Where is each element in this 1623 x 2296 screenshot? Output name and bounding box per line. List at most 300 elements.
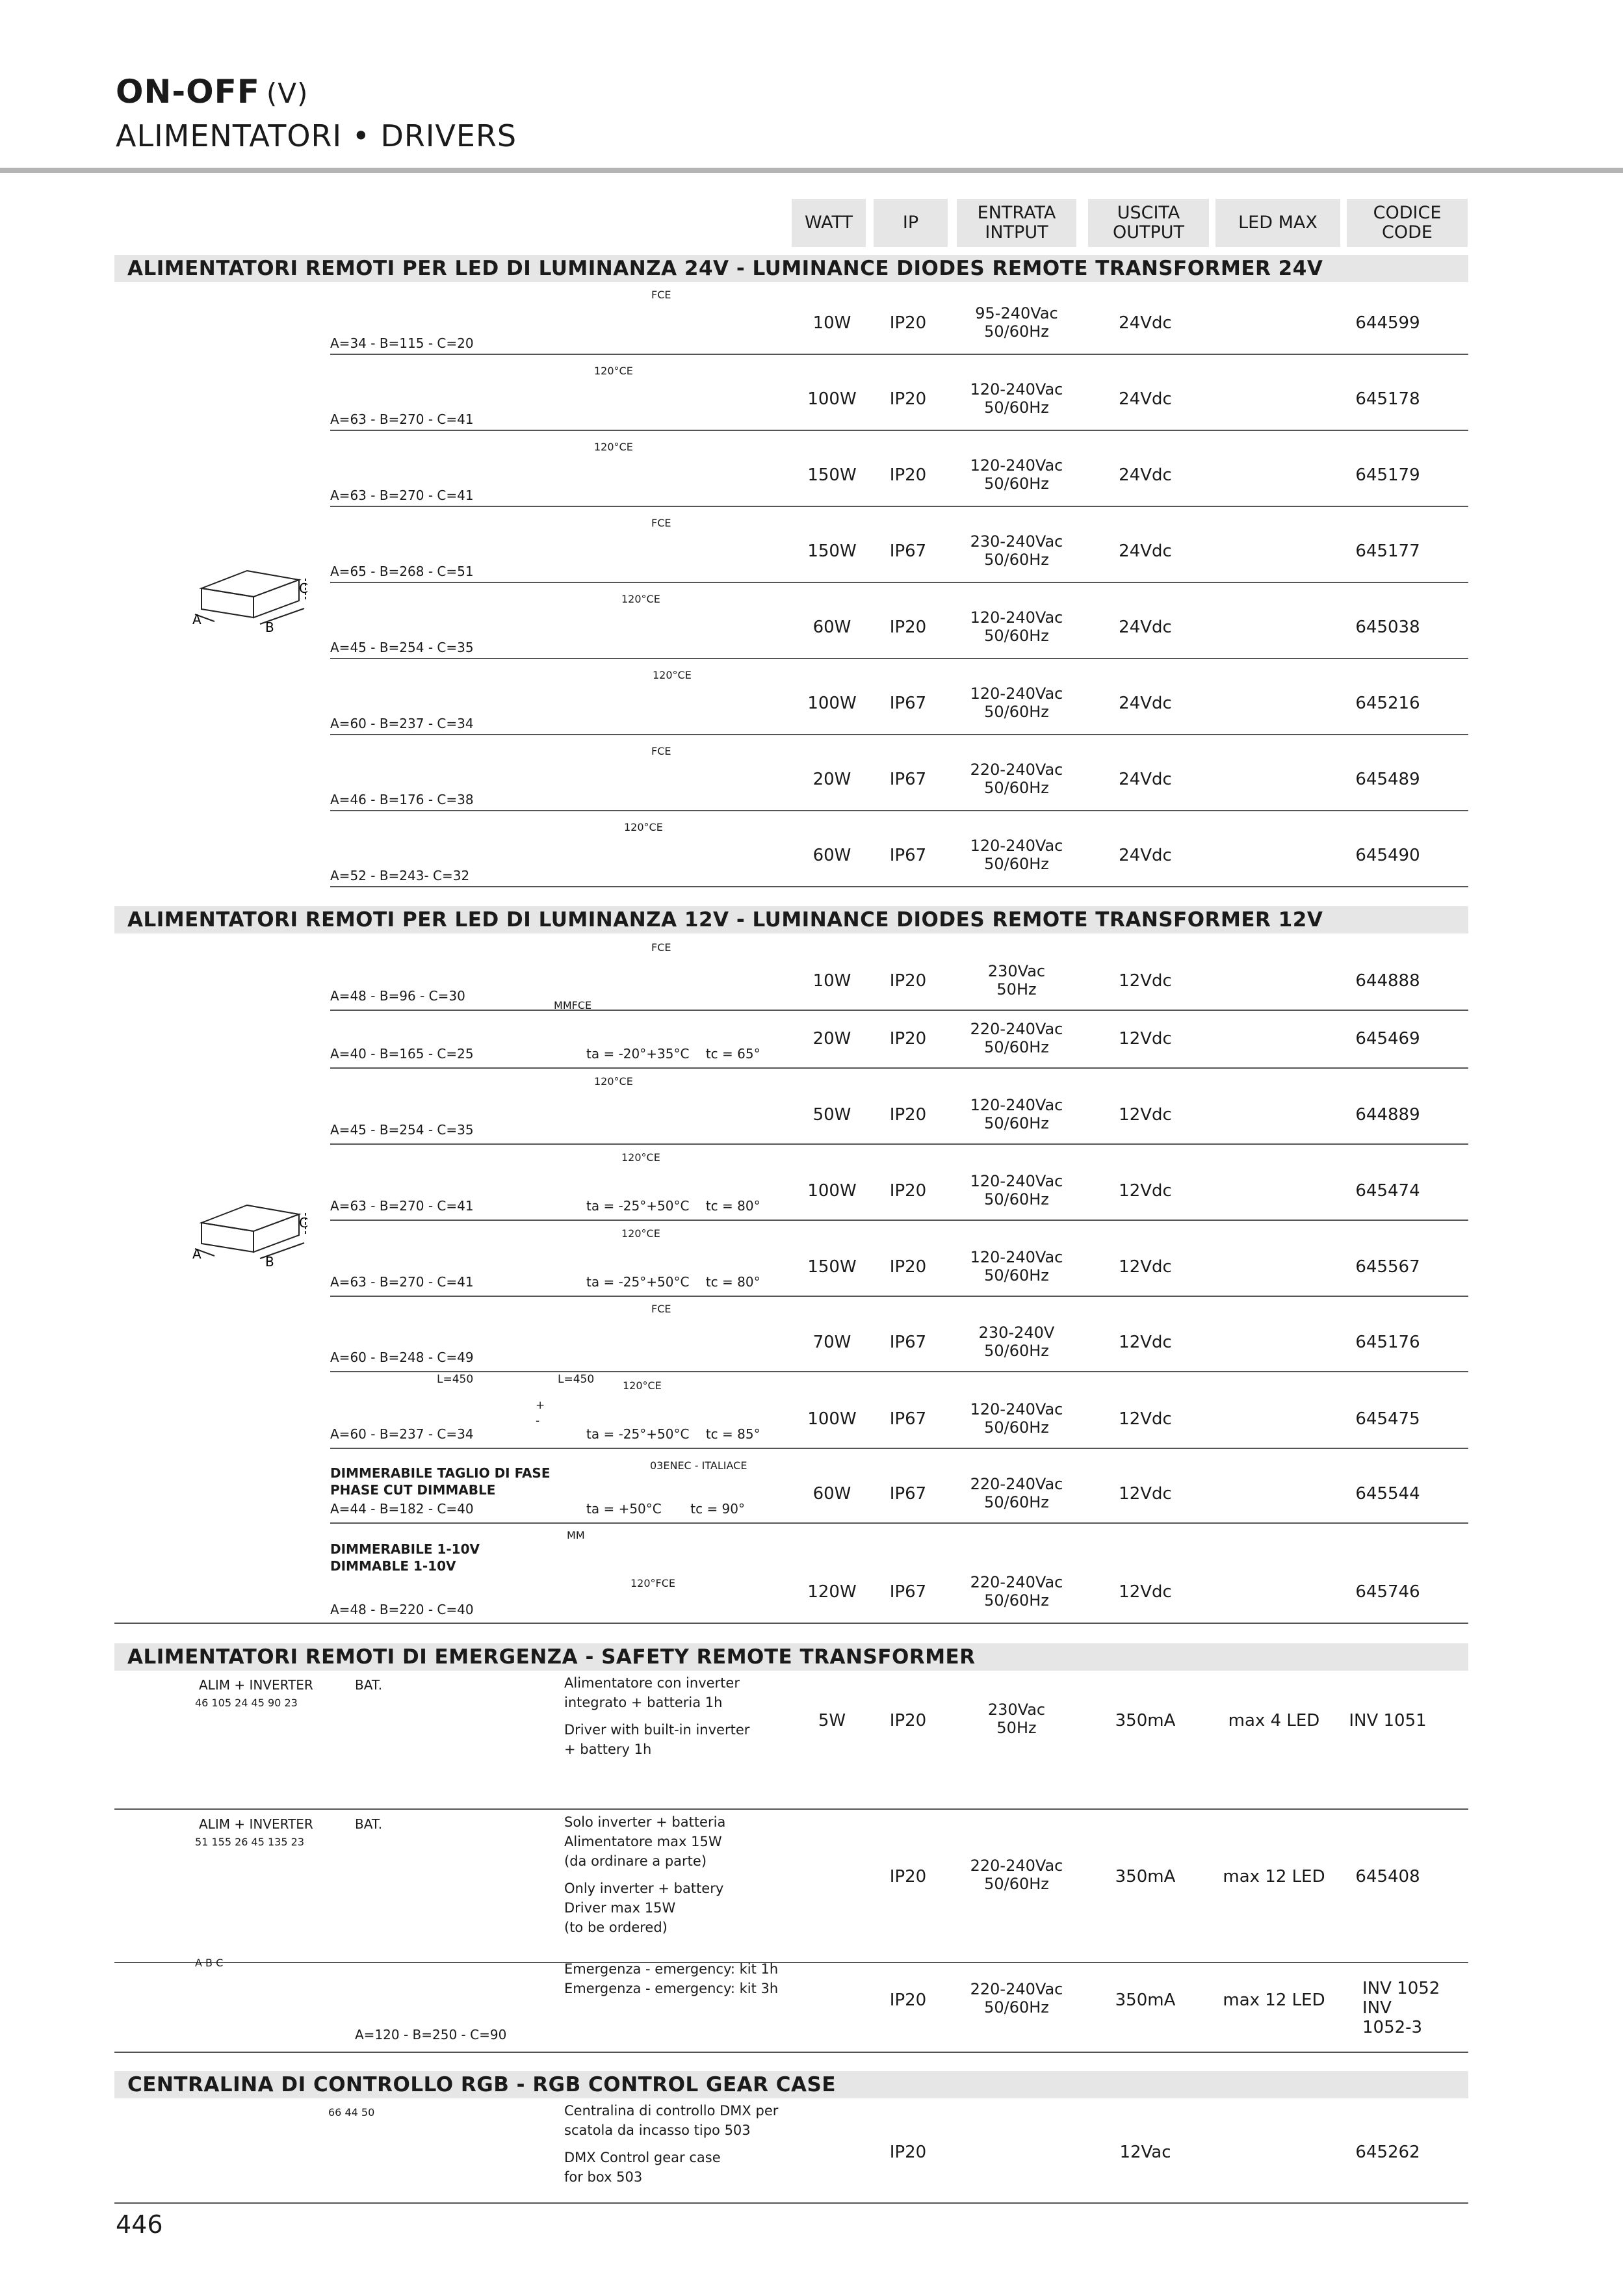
row-12v-9-input-freq: 50/60Hz <box>984 1591 1049 1610</box>
svg-text:ENEC - ITALIA: ENEC - ITALIA <box>663 1459 734 1472</box>
row-24v-8-code: 645490 <box>1355 846 1420 865</box>
row-emergency-1-description <box>564 1673 749 1759</box>
row-24v-3-output: 24Vdc <box>1119 465 1172 485</box>
row-emergency-3-input-voltage: 220-240Vac <box>970 1980 1063 1998</box>
row-emergency-1-input <box>965 1701 1069 1737</box>
row-12v-1-code: 644888 <box>1355 971 1420 991</box>
row-12v-5-divider <box>330 1296 1468 1297</box>
row-12v-3-ip: IP20 <box>889 1105 927 1125</box>
row-12v-8-temperatures: ta = +50°C tc = 90° <box>586 1501 746 1517</box>
row-24v-5-symbols <box>621 593 660 627</box>
f-mark-icon <box>572 999 578 1011</box>
row-12v-3-code: 644889 <box>1355 1105 1420 1125</box>
temp-120-icon <box>621 593 647 605</box>
row-24v-2-input-voltage: 120-240Vac <box>970 380 1063 398</box>
svg-text:A: A <box>195 1957 202 1969</box>
ce-mark-icon: CE <box>646 593 660 605</box>
row-24v-5-code: 645038 <box>1355 618 1420 637</box>
row-24v-1-ip: IP20 <box>889 313 927 333</box>
svg-text:120°: 120° <box>623 1379 648 1392</box>
row-12v-7-dimensions: A=60 - B=237 - C=34 <box>330 1426 474 1442</box>
svg-text:M: M <box>567 1529 576 1541</box>
svg-text:120°: 120° <box>594 441 619 453</box>
row-24v-8-watt: 60W <box>812 846 851 865</box>
row-12v-6-dimensions: A=60 - B=248 - C=49 <box>330 1350 474 1365</box>
svg-text:24: 24 <box>235 1697 248 1709</box>
row-12v-2-ip: IP20 <box>889 1029 927 1049</box>
row-emergency-2-ip: IP20 <box>889 1867 927 1886</box>
temp-120-icon <box>621 1227 647 1240</box>
row-24v-8-input-voltage: 120-240Vac <box>970 837 1063 855</box>
section-emergency-title: ALIMENTATORI REMOTI DI EMERGENZA - SAFETY REMOTE TRANSFORMER <box>114 1643 1468 1671</box>
row-emergency-2-description-line: Solo inverter + batteria <box>564 1814 726 1830</box>
temp-120-icon <box>621 1151 647 1164</box>
ce-mark-icon: CE <box>657 1303 671 1315</box>
row-rgb-1-divider <box>114 2202 1468 2204</box>
row-24v-7-watt: 20W <box>812 770 851 789</box>
row-emergency-2-description-line: (da ordinare a parte) <box>564 1853 707 1869</box>
temp-120-icon <box>594 441 619 453</box>
row-12v-8-enec-ce-mark <box>650 1459 747 1472</box>
row-24v-4-input <box>965 532 1069 569</box>
row-12v-5-input-voltage: 120-240Vac <box>970 1248 1063 1266</box>
row-24v-7-code: 645489 <box>1355 770 1420 789</box>
svg-text:B: B <box>205 1957 213 1969</box>
row-12v-5-watt: 150W <box>807 1257 857 1277</box>
row-12v-7-output: 12Vdc <box>1119 1409 1172 1429</box>
row-rgb-1-ip: IP20 <box>889 2143 927 2162</box>
row-rgb-1-description-line: DMX Control gear case <box>564 2150 721 2165</box>
row-12v-2-input <box>965 1020 1069 1056</box>
row-12v-7-input <box>965 1400 1069 1437</box>
row-24v-6-divider <box>330 734 1468 735</box>
row-24v-2-code: 645178 <box>1355 389 1420 409</box>
row-24v-3-dimensions: A=63 - B=270 - C=41 <box>330 488 474 503</box>
row-12v-8-input-freq: 50/60Hz <box>984 1493 1049 1511</box>
ce-mark-icon: CE <box>657 517 671 529</box>
row-24v-3-input-freq: 50/60Hz <box>984 475 1049 493</box>
row-12v-8-dimmable-label-en: PHASE CUT DIMMABLE <box>330 1482 496 1498</box>
svg-text:120°: 120° <box>621 1227 647 1240</box>
row-12v-1-dimensions: A=48 - B=96 - C=30 <box>330 988 465 1004</box>
f-mark-icon <box>656 1577 662 1589</box>
row-24v-2-symbols <box>594 365 633 398</box>
row-12v-5-dimensions: A=63 - B=270 - C=41 <box>330 1274 474 1290</box>
row-emergency-1-dimension-drawing <box>195 1697 298 1709</box>
svg-text:23: 23 <box>291 1836 304 1848</box>
row-24v-1-divider <box>330 354 1468 355</box>
page-subtitle: ALIMENTATORI • DRIVERS <box>116 118 517 153</box>
row-emergency-1-watt: 5W <box>818 1711 846 1730</box>
row-24v-1-input-voltage: 95-240Vac <box>975 304 1058 322</box>
row-24v-4-divider <box>330 582 1468 583</box>
row-12v-3-output: 12Vdc <box>1119 1105 1172 1125</box>
dim-label-b: B <box>265 620 274 635</box>
svg-text:F: F <box>571 999 578 1011</box>
f-mark-icon <box>651 941 657 954</box>
row-24v-6-symbols <box>653 669 692 703</box>
row-12v-7-divider <box>330 1448 1468 1449</box>
row-emergency-2-code: 645408 <box>1355 1867 1420 1886</box>
row-12v-8-code: 645544 <box>1355 1484 1420 1504</box>
row-24v-3-symbols <box>594 441 633 475</box>
temp-120-icon <box>630 1577 656 1589</box>
row-emergency-1-description-line: Alimentatore con inverter <box>564 1675 740 1691</box>
row-12v-1-input <box>965 962 1069 998</box>
row-emergency-3-description <box>564 1959 778 1998</box>
row-12v-2-input-freq: 50/60Hz <box>984 1038 1049 1056</box>
dim-label-a: A <box>192 1246 201 1262</box>
row-24v-4-ip: IP67 <box>889 541 927 561</box>
row-emergency-2-description <box>564 1812 725 1937</box>
svg-text:03: 03 <box>650 1459 664 1472</box>
row-24v-7-divider <box>330 810 1468 811</box>
row-24v-4-symbols <box>651 517 671 551</box>
row-24v-7-symbols <box>651 745 671 779</box>
row-24v-2-input <box>965 380 1069 417</box>
ce-mark-icon: CE <box>677 669 692 681</box>
row-24v-6-input-voltage: 120-240Vac <box>970 685 1063 703</box>
row-24v-7-input-voltage: 220-240Vac <box>970 761 1063 779</box>
row-24v-4-input-voltage: 230-240Vac <box>970 532 1063 551</box>
temp-120-icon <box>624 821 649 833</box>
row-12v-6-code: 645176 <box>1355 1333 1420 1352</box>
svg-text:120°: 120° <box>594 1075 619 1088</box>
row-emergency-1-ip: IP20 <box>889 1711 927 1730</box>
row-24v-1-dimensions: A=34 - B=115 - C=20 <box>330 335 474 351</box>
row-12v-4-watt: 100W <box>807 1181 857 1201</box>
row-emergency-2-input-voltage: 220-240Vac <box>970 1857 1063 1875</box>
row-24v-1-code: 644599 <box>1355 313 1420 333</box>
row-emergency-1-input-freq: 50Hz <box>996 1719 1037 1737</box>
row-12v-9-ip: IP67 <box>889 1582 927 1602</box>
row-24v-2-divider <box>330 430 1468 431</box>
row-12v-7-ip: IP67 <box>889 1409 927 1429</box>
ce-mark-icon: CE <box>619 441 633 453</box>
row-12v-2-code: 645469 <box>1355 1029 1420 1049</box>
row-24v-8-symbols <box>624 821 663 855</box>
row-12v-2-watt: 20W <box>812 1029 851 1049</box>
row-24v-1-input <box>965 304 1069 341</box>
row-emergency-1-code: INV 1051 <box>1349 1711 1427 1730</box>
row-24v-2-output: 24Vdc <box>1119 389 1172 409</box>
row-24v-7-ip: IP67 <box>889 770 927 789</box>
row-emergency-1-description-line: integrato + batteria 1h <box>564 1695 723 1710</box>
row-24v-4-code: 645177 <box>1355 541 1420 561</box>
row-12v-7-watt: 100W <box>807 1409 857 1429</box>
row-12v-5-output: 12Vdc <box>1119 1257 1172 1277</box>
row-24v-2-watt: 100W <box>807 389 857 409</box>
m-mark-icon <box>567 1529 576 1541</box>
ce-mark-icon: CE <box>657 941 671 954</box>
row-rgb-1-description-line: Centralina di controllo DMX per <box>564 2103 779 2119</box>
svg-text:F: F <box>655 1577 662 1589</box>
row-emergency-3-code <box>1332 1979 1443 2037</box>
row-12v-1-divider <box>330 1010 1468 1011</box>
page-title: ON-OFF (V) <box>116 73 309 111</box>
ce-mark-icon: CE <box>649 821 663 833</box>
row-emergency-2-description-line: Only inverter + battery <box>564 1881 724 1896</box>
temp-120-icon <box>623 1379 648 1392</box>
row-rgb-1-description <box>564 2101 778 2187</box>
row-12v-7-input-voltage: 120-240Vac <box>970 1400 1063 1418</box>
svg-text:F: F <box>651 517 658 529</box>
row-24v-4-output: 24Vdc <box>1119 541 1172 561</box>
page-title-suffix: (V) <box>266 77 309 109</box>
row-24v-7-output: 24Vdc <box>1119 770 1172 789</box>
ce-mark-icon: CE <box>733 1459 747 1472</box>
row-emergency-3-dimension-drawing <box>195 1957 223 1969</box>
row-24v-8-ip: IP67 <box>889 846 927 865</box>
row-emergency-3-input <box>965 1980 1069 2016</box>
row-emergency-2-label-bat: BAT. <box>355 1816 383 1832</box>
row-12v-6-symbols <box>651 1303 671 1337</box>
section-rgb-title: CENTRALINA DI CONTROLLO RGB - RGB CONTROL GEAR CASE <box>114 2071 1468 2098</box>
row-12v-3-dimensions: A=45 - B=254 - C=35 <box>330 1122 474 1138</box>
row-12v-9-symbols <box>567 1529 585 1563</box>
svg-text:F: F <box>651 1303 658 1315</box>
f-mark-icon <box>651 289 657 301</box>
row-12v-4-output: 12Vdc <box>1119 1181 1172 1201</box>
row-24v-2-ip: IP20 <box>889 389 927 409</box>
row-24v-6-ip: IP67 <box>889 694 927 713</box>
row-emergency-3-code-2: INV 1052-3 <box>1362 1998 1423 2037</box>
ce-mark-icon: CE <box>646 1227 660 1240</box>
row-12v-7-code: 645475 <box>1355 1409 1420 1429</box>
row-12v-9-input <box>965 1573 1069 1610</box>
row-emergency-1-output: 350mA <box>1115 1711 1176 1730</box>
dim-label-c: C <box>299 581 308 596</box>
row-emergency-2-description-line: Driver max 15W <box>564 1900 676 1916</box>
row-24v-2-input-freq: 50/60Hz <box>984 398 1049 417</box>
row-24v-3-input-voltage: 120-240Vac <box>970 456 1063 475</box>
svg-text:120°: 120° <box>624 821 649 833</box>
svg-text:50: 50 <box>361 2106 375 2119</box>
row-12v-6-divider <box>330 1371 1468 1372</box>
row-emergency-2-divider <box>114 1962 1468 1963</box>
row-emergency-1-divider <box>114 1808 1468 1810</box>
section-12v-title: ALIMENTATORI REMOTI PER LED DI LUMINANZA 12V - LUMINANCE DIODES REMOTE TRANSFORMER 12V <box>114 906 1468 933</box>
col-header-watt: WATT <box>792 199 866 247</box>
row-emergency-1-description-line: Driver with built-in inverter <box>564 1722 750 1738</box>
row-12v-4-dimensions: A=63 - B=270 - C=41 <box>330 1198 474 1214</box>
header-divider <box>0 168 1623 173</box>
dimension-box-drawing-12v <box>188 1194 318 1272</box>
row-24v-7-dimensions: A=46 - B=176 - C=38 <box>330 792 474 807</box>
row-12v-8-dimensions: A=44 - B=182 - C=40 <box>330 1501 474 1517</box>
row-emergency-2-output: 350mA <box>1115 1867 1176 1886</box>
row-24v-1-output: 24Vdc <box>1119 313 1172 333</box>
svg-text:120°: 120° <box>621 1151 647 1164</box>
row-12v-1-symbols <box>651 941 671 975</box>
row-24v-6-dimensions: A=60 - B=237 - C=34 <box>330 716 474 731</box>
svg-text:23: 23 <box>284 1697 298 1709</box>
svg-text:120°: 120° <box>621 593 647 605</box>
ce-mark-icon: CE <box>577 999 592 1011</box>
row-24v-8-input <box>965 837 1069 873</box>
row-12v-1-input-freq: 50Hz <box>996 980 1037 998</box>
row-12v-8-ip: IP67 <box>889 1484 927 1504</box>
row-12v-5-code: 645567 <box>1355 1257 1420 1277</box>
dimension-box-drawing-24v <box>188 559 318 637</box>
row-12v-9-input-voltage: 220-240Vac <box>970 1573 1063 1591</box>
row-12v-4-divider <box>330 1220 1468 1221</box>
svg-text:120°: 120° <box>594 365 619 377</box>
row-emergency-1-input-voltage: 230Vac <box>987 1701 1046 1719</box>
svg-text:F: F <box>651 941 658 954</box>
row-12v-2-input-voltage: 220-240Vac <box>970 1020 1063 1038</box>
row-12v-1-input-voltage: 230Vac <box>987 962 1046 980</box>
row-12v-9-code: 645746 <box>1355 1582 1420 1602</box>
row-12v-5-input-freq: 50/60Hz <box>984 1266 1049 1285</box>
enec-icon <box>650 1459 733 1472</box>
row-emergency-2-input <box>965 1857 1069 1893</box>
svg-text:M: M <box>562 999 572 1011</box>
row-12v-5-ip: IP20 <box>889 1257 927 1277</box>
row-24v-2-dimensions: A=63 - B=270 - C=41 <box>330 411 474 427</box>
row-24v-3-ip: IP20 <box>889 465 927 485</box>
temp-120-icon <box>594 1075 619 1088</box>
svg-text:155: 155 <box>211 1836 231 1848</box>
row-12v-7-polarity-plus: + <box>536 1399 545 1412</box>
svg-text:C: C <box>216 1957 224 1969</box>
svg-text:120°: 120° <box>630 1577 656 1589</box>
row-12v-7-cable-length-2: L=450 <box>558 1373 595 1386</box>
row-emergency-3-description-line: Emergenza - emergency: kit 1h <box>564 1961 779 1977</box>
row-24v-4-input-freq: 50/60Hz <box>984 551 1049 569</box>
svg-text:M: M <box>554 999 563 1011</box>
row-12v-9-output: 12Vdc <box>1119 1582 1172 1602</box>
row-rgb-1-code: 645262 <box>1355 2143 1420 2162</box>
row-emergency-3-dimensions: A=120 - B=250 - C=90 <box>355 2027 507 2042</box>
svg-text:120°: 120° <box>653 669 678 681</box>
row-emergency-1-description-line: + battery 1h <box>564 1742 652 1757</box>
row-24v-8-dimensions: A=52 - B=243- C=32 <box>330 868 470 883</box>
col-header-ip: IP <box>874 199 948 247</box>
ce-mark-icon: CE <box>657 745 671 757</box>
row-12v-6-output: 12Vdc <box>1119 1333 1172 1352</box>
row-12v-3-input-voltage: 120-240Vac <box>970 1096 1063 1114</box>
row-12v-9-divider <box>114 1623 1468 1624</box>
row-24v-5-ip: IP20 <box>889 618 927 637</box>
svg-text:F: F <box>651 289 658 301</box>
row-12v-6-input-freq: 50/60Hz <box>984 1342 1049 1360</box>
m-mark-icon <box>576 1529 585 1541</box>
row-12v-8-input <box>965 1475 1069 1511</box>
row-emergency-2-led-max: max 12 LED <box>1223 1867 1325 1886</box>
f-mark-icon <box>651 1303 657 1315</box>
row-12v-4-input-voltage: 120-240Vac <box>970 1172 1063 1190</box>
row-12v-3-input <box>965 1096 1069 1132</box>
row-12v-1-watt: 10W <box>812 971 851 991</box>
row-24v-3-watt: 150W <box>807 465 857 485</box>
row-24v-5-dimensions: A=45 - B=254 - C=35 <box>330 640 474 655</box>
row-12v-1-output: 12Vdc <box>1119 971 1172 991</box>
row-12v-7-cable-length-1: L=450 <box>437 1373 474 1386</box>
row-12v-4-input <box>965 1172 1069 1208</box>
row-12v-4-symbols <box>621 1151 660 1185</box>
svg-text:105: 105 <box>211 1697 231 1709</box>
row-24v-8-output: 24Vdc <box>1119 846 1172 865</box>
row-emergency-2-description-line: Alimentatore max 15W <box>564 1834 722 1849</box>
row-24v-1-input-freq: 50/60Hz <box>984 322 1049 341</box>
row-12v-9-dimmable-label-it: DIMMERABILE 1-10V <box>330 1541 480 1557</box>
ce-mark-icon: CE <box>646 1151 660 1164</box>
row-12v-1-ip: IP20 <box>889 971 927 991</box>
row-rgb-1-description-line: for box 503 <box>564 2169 643 2185</box>
row-rgb-1-dimension-drawing <box>328 2106 374 2119</box>
row-12v-6-input-voltage: 230-240V <box>978 1324 1055 1342</box>
col-header-led-max: LED MAX <box>1215 199 1340 247</box>
row-12v-8-input-voltage: 220-240Vac <box>970 1475 1063 1493</box>
temp-120-icon <box>594 365 619 377</box>
row-12v-6-input <box>965 1324 1069 1360</box>
row-12v-8-watt: 60W <box>812 1484 851 1504</box>
svg-text:46: 46 <box>195 1697 209 1709</box>
dim-label-b: B <box>265 1254 274 1270</box>
row-24v-7-input <box>965 761 1069 797</box>
row-12v-5-input <box>965 1248 1069 1285</box>
row-emergency-1-label-alim: ALIM + INVERTER <box>199 1677 313 1693</box>
row-emergency-3-divider <box>114 2052 1468 2053</box>
ce-mark-icon: CE <box>661 1577 676 1589</box>
svg-text:44: 44 <box>344 2106 358 2119</box>
row-emergency-2-description-line: (to be ordered) <box>564 1920 668 1935</box>
dim-label-a: A <box>192 612 201 627</box>
row-12v-4-code: 645474 <box>1355 1181 1420 1201</box>
page-number: 446 <box>116 2210 163 2239</box>
row-12v-5-symbols <box>621 1227 660 1261</box>
temp-120-icon <box>653 669 678 681</box>
row-12v-7-polarity-minus: - <box>536 1415 540 1428</box>
row-12v-2-dimensions: A=40 - B=165 - C=25 <box>330 1046 474 1062</box>
svg-text:26: 26 <box>235 1836 248 1848</box>
row-12v-2-output: 12Vdc <box>1119 1029 1172 1049</box>
row-12v-3-divider <box>330 1143 1468 1145</box>
row-12v-8-dimmable-label <box>330 1465 551 1498</box>
row-24v-5-watt: 60W <box>812 618 851 637</box>
row-12v-3-input-freq: 50/60Hz <box>984 1114 1049 1132</box>
row-24v-1-symbols <box>651 289 671 322</box>
row-24v-3-divider <box>330 506 1468 507</box>
row-12v-6-watt: 70W <box>812 1333 851 1352</box>
row-24v-4-dimensions: A=65 - B=268 - C=51 <box>330 564 474 579</box>
row-12v-9-watt: 120W <box>807 1582 857 1602</box>
row-24v-6-output: 24Vdc <box>1119 694 1172 713</box>
row-emergency-2-input-freq: 50/60Hz <box>984 1875 1049 1893</box>
row-12v-8-divider <box>330 1522 1468 1524</box>
row-12v-2-temperatures: ta = -20°+35°C tc = 65° <box>586 1046 760 1062</box>
dim-label-c: C <box>299 1215 308 1231</box>
row-12v-9-dimmable-label-en: DIMMABLE 1-10V <box>330 1558 456 1574</box>
row-12v-7-temperatures: ta = -25°+50°C tc = 85° <box>586 1426 760 1442</box>
row-24v-4-watt: 150W <box>807 541 857 561</box>
row-12v-2-divider <box>330 1067 1468 1069</box>
svg-text:66: 66 <box>328 2106 342 2119</box>
row-rgb-1-description-line: scatola da incasso tipo 503 <box>564 2122 751 2138</box>
row-24v-6-code: 645216 <box>1355 694 1420 713</box>
f-mark-icon <box>651 517 657 529</box>
row-24v-6-input-freq: 50/60Hz <box>984 703 1049 721</box>
row-emergency-3-description-line: Emergenza - emergency: kit 3h <box>564 1981 779 1996</box>
row-emergency-3-code-1: INV 1052 <box>1362 1979 1440 1998</box>
svg-text:135: 135 <box>268 1836 288 1848</box>
row-emergency-3-ip: IP20 <box>889 1990 927 2010</box>
row-24v-3-code: 645179 <box>1355 465 1420 485</box>
row-rgb-1-output: 12Vac <box>1119 2143 1171 2162</box>
svg-text:45: 45 <box>251 1697 265 1709</box>
svg-text:F: F <box>651 745 658 757</box>
